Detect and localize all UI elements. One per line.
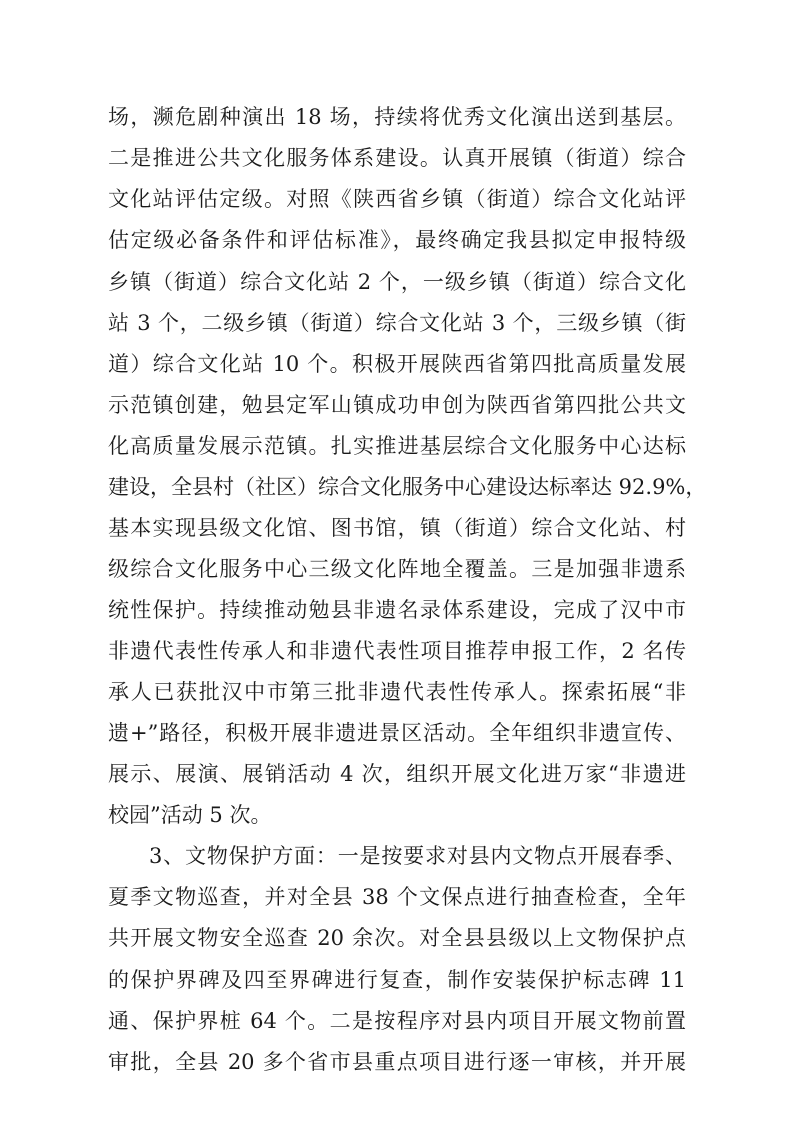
- paragraph-line: 通、保护界桩 64 个。二是按程序对县内项目开展文物前置: [108, 1009, 686, 1033]
- paragraph-line: 共开展文物安全巡查 20 余次。对全县县级以上文物保护点: [108, 926, 686, 950]
- paragraph-line: 场，濒危剧种演出 18 场，持续将优秀文化演出送到基层。: [108, 105, 686, 129]
- paragraph-line: 基本实现县级文化馆、图书馆，镇（街道）综合文化站、村: [108, 516, 686, 540]
- paragraph-line: 遗+”路径，积极开展非遗进景区活动。全年组织非遗宣传、: [108, 721, 686, 745]
- paragraph-line: 级综合文化服务中心三级文化阵地全覆盖。三是加强非遗系: [108, 557, 686, 581]
- paragraph-line: 建设，全县村（社区）综合文化服务中心建设达标率达 92.9%，: [108, 475, 707, 499]
- paragraph-line: 乡镇（街道）综合文化站 2 个，一级乡镇（街道）综合文化: [108, 270, 686, 294]
- paragraph-line: 道）综合文化站 10 个。积极开展陕西省第四批高质量发展: [108, 352, 686, 376]
- paragraph-line: 非遗代表性传承人和非遗代表性项目推荐申报工作，2 名传: [108, 639, 686, 663]
- paragraph-line: 统性保护。持续推动勉县非遗名录体系建设，完成了汉中市: [108, 598, 686, 622]
- paragraph-line: 承人已获批汉中市第三批非遗代表性传承人。探索拓展“非: [108, 680, 686, 704]
- paragraph-line: 校园”活动 5 次。: [108, 803, 272, 827]
- paragraph-line: 估定级必备条件和评估标准》，最终确定我县拟定申报特级: [108, 228, 686, 252]
- paragraph-line: 化高质量发展示范镇。扎实推进基层综合文化服务中心达标: [108, 434, 686, 458]
- paragraph-line: 审批，全县 20 多个省市县重点项目进行逐一审核，并开展: [108, 1050, 686, 1074]
- paragraph-line: 的保护界碑及四至界碑进行复查，制作安装保护标志碑 11: [108, 968, 686, 992]
- paragraph-line: 示范镇创建，勉县定军山镇成功申创为陕西省第四批公共文: [108, 393, 686, 417]
- paragraph-line: 3、文物保护方面：一是按要求对县内文物点开展春季、: [149, 844, 686, 868]
- paragraph-line: 二是推进公共文化服务体系建设。认真开展镇（街道）综合: [108, 146, 686, 170]
- paragraph-line: 站 3 个，二级乡镇（街道）综合文化站 3 个，三级乡镇（街: [108, 311, 686, 335]
- paragraph-line: 夏季文物巡查，并对全县 38 个文保点进行抽查检查，全年: [108, 885, 686, 909]
- paragraph-line: 文化站评估定级。对照《陕西省乡镇（街道）综合文化站评: [108, 187, 686, 211]
- paragraph-line: 展示、展演、展销活动 4 次，组织开展文化进万家“非遗进: [108, 762, 686, 786]
